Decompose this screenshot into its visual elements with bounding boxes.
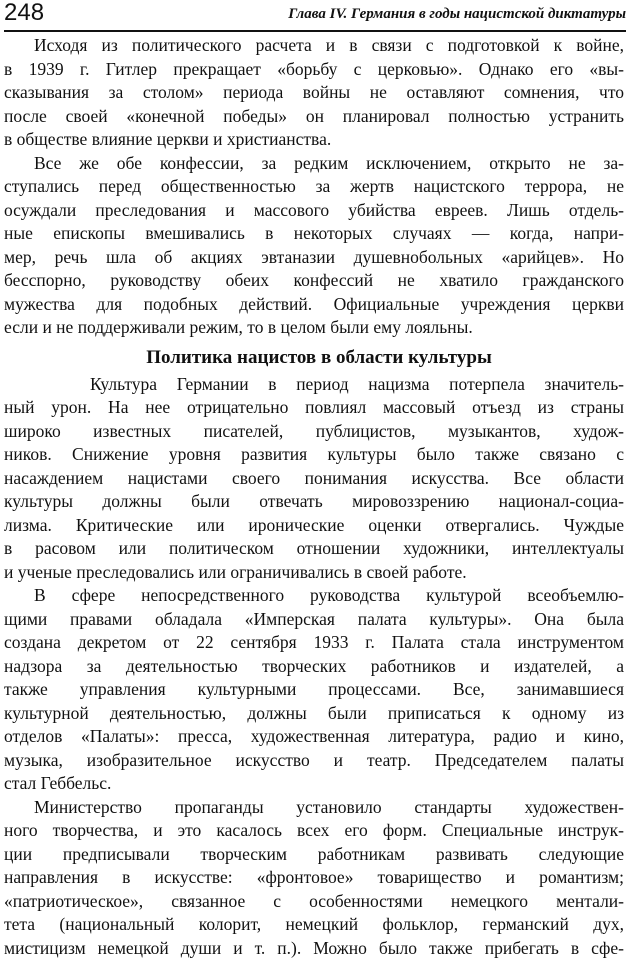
paragraph: [4, 584, 624, 796]
text-line: культурной деятельностью, должны были приписаться к одному из: [4, 702, 624, 723]
text-line: ный урон. На нее отрицательно повлиял массовый отъезд из страны: [4, 397, 624, 417]
running-head: Глава IV. Германия в годы нацистской диктатуры: [288, 6, 626, 22]
text-line: направления в искусстве: «фронтовое» товарищество и романтизм;: [4, 867, 624, 887]
text-line: «патриотическое», связанное с особенностями немецкого ментали-: [4, 890, 624, 911]
text-line: щими правами обладала «Имперская палата культуры». Она была: [4, 608, 624, 629]
text-line: если и не поддерживали режим, то в целом были ему лояльны.: [4, 317, 473, 337]
text-line: насаждением нацистами своего понимания искусства. Все области: [4, 467, 624, 488]
text-line: сказывания за столом» периода войны не оставляют сомнения, что: [4, 82, 624, 102]
text-line: Культура Германии в период нацизма потерпела значитель-: [90, 373, 624, 394]
text-line: Исходя из политического расчета и в связи с подготовкой к войне,: [34, 35, 624, 55]
section-heading: Политика нацистов в области культуры: [146, 346, 492, 368]
page-number: 248: [4, 0, 45, 26]
text-line: мистицизм немецкой души и т. п.). Можно было также прибегать в сфе-: [4, 937, 624, 958]
text-line: ные епископы вмешивались в некоторых случаях — когда, напри-: [4, 223, 624, 243]
text-line: ного творчества, и это касалось всех его форм. Специальные инструк-: [4, 820, 624, 840]
text-line: надзора за деятельностью творческих работников и издателей, а: [4, 655, 624, 676]
text-line: Все же обе конфессии, за редким исключением, открыто не за-: [34, 152, 624, 173]
paragraph: [4, 152, 624, 340]
text-line: после своей «конечной победы» он планировал полностью устранить: [4, 105, 624, 126]
body-text: [4, 34, 624, 960]
paragraph: [4, 34, 624, 152]
text-line: отделов «Палаты»: пресса, художественная литература, радио и кино,: [4, 726, 624, 746]
text-line: в расовом или политическом отношении художники, интеллектуалы: [4, 538, 624, 558]
text-line: в обществе влияние церкви и христианства.: [4, 129, 332, 149]
text-line: стал Геббельс.: [4, 773, 112, 793]
text-line: В сфере непосредственного руководства культурой всеобъемлю-: [34, 585, 624, 605]
paragraph: [4, 373, 624, 585]
page-header: [4, 0, 626, 32]
text-line: ников. Снижение уровня развития культуры было также связано с: [4, 444, 624, 464]
text-line: также управления культурными процессами. Все, занимавшиеся: [4, 679, 624, 699]
text-line: мер, речь шла об акциях эвтаназии душевнобольных «арийцев». Но: [4, 246, 624, 267]
text-line: лизма. Критические или иронические оценки отвергались. Чуждые: [4, 514, 624, 535]
header-rule: [4, 30, 626, 32]
text-line: музыка, изобразительное искусство и театр. Председателем палаты: [4, 749, 624, 770]
text-line: культуры должны были отвечать мировоззрению национал-социа-: [4, 491, 624, 511]
text-line: бесспорно, руководству обеих конфессий не хватило гражданского: [4, 270, 624, 290]
text-line: мужества для подобных действий. Официальные учреждения церкви: [4, 293, 624, 314]
text-line: осуждали преследования и массового убийства евреев. Лишь отдель-: [4, 199, 624, 220]
text-line: ступались перед общественностью за жертв нацистского террора, не: [4, 176, 624, 196]
text-line: и ученые преследовались или ограничивались в своей работе.: [4, 561, 467, 582]
text-line: создана декретом от 22 сентября 1933 г. Палата стала инструментом: [4, 632, 624, 652]
text-line: тета (национальный колорит, немецкий фольклор, германский дух,: [4, 914, 624, 934]
text-line: в 1939 г. Гитлер прекращает «борьбу с церковью». Однако его «вы-: [4, 58, 624, 79]
paragraph: [4, 796, 624, 961]
text-line: Министерство пропаганды установило стандарты художествен-: [34, 796, 624, 817]
text-line: ции предписывали творческим работникам развивать следующие: [4, 843, 624, 864]
text-line: широко известных писателей, публицистов, музыкантов, худож-: [4, 420, 624, 441]
